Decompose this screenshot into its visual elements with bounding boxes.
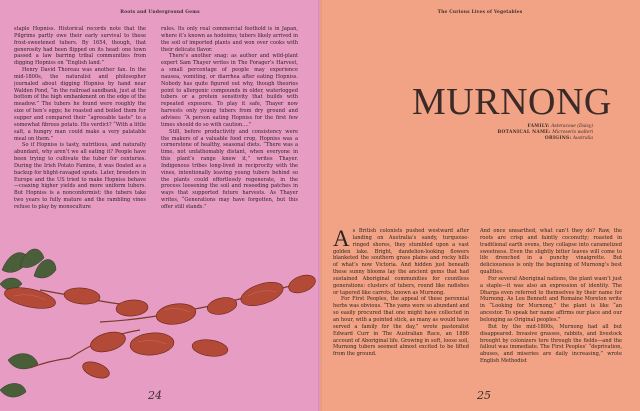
paragraph: For First Peoples, the appeal of these perennial herbs was obvious. “The yams were so abundant and so easily procured that one might have collected in an hour, with a pointed stick, as many as would have served a family for the day,” wrote pastoralist Edward Curr in The Australian Race, an 1886 account of Aboriginal life. Growing in soft, loose soil, Murnong tubers seemed almost excited to be lifted from the ground.	[333, 296, 469, 358]
folio-right: 25	[477, 389, 491, 402]
gutter	[318, 0, 322, 411]
running-head-left: Roots and Underground Gems	[120, 10, 200, 15]
paragraph: Henry David Thoreau was another fan. In the mid-1800s, the naturalist and philosopher journaled about digging Hopniss by hand near Walden Pond, “in the railroad sandbank, just at the bottom of the high embankment on the edge of the meadow.” The tubers he found were roughly the size of hen’s eggs; he roasted and boiled them for supper and compared their “agreeable taste” to a somewhat fibrous potato. His verdict? “With a little salt, a hungry man could make a very palatable meal on them.”	[14, 67, 146, 142]
leaf-icon	[0, 249, 56, 397]
meta-botanical: BOTANICAL NAME: Microseris walteri	[497, 130, 593, 135]
paragraph: As British colonists pushed westward after landing on Australia’s sandy, turquoise-ringed shores, they stumbled upon a vast golden lake. Bright, dandelion-looking flowers blanketed the southern grass plains and rocky hills of what’s now Victoria. And hidden just beneath these sunny blooms lay the ancient gems that had sustained Aboriginal communities for countless generations: clusters of tubers, round like radishes or tapered like carrots, known as Murnong.	[333, 228, 469, 296]
folio-left: 24	[148, 389, 162, 402]
paragraph: So if Hopniss is tasty, nutritious, and naturally abundant, why aren’t we all eating it? People have been trying to cultivate the tuber for centuries. During the Irish Potato Famine, it was floated as a backup for blight-ravaged spuds. Later, breeders in Europe and the US tried to make Hopniss behave—coaxing higher yields and more uniform tubers. But Hopniss is a nonconformist: the tubers take two years to fully mature and the rambling vines refuse to play by monoculture	[14, 142, 146, 210]
drop-cap: A	[333, 228, 350, 251]
right-column-1	[333, 228, 469, 388]
paragraph: Still, before productivity and consistency were the makers of a valuable food crop, Hopniss was a cornerstone of healthy, seasonal diets. “There was a time, not unfathomably distant, when everyone in this plant’s range knew it,” writes Thayer. Indigenous tribes long-lived in reciprocity with the vines, intentionally leaving young tubers behind so the plants could effortlessly regenerate, in the process loosening the soil and reseeding patches in ways that supported future harvests. As Thayer writes, “Generations may have forgotten, but this offer still stands.”	[161, 128, 298, 210]
paragraph: rules. Its only real commercial foothold is in Japan, where it’s known as hodoimo; tubers likely arrived in the soil of imported plants and won over cooks with their delicate flavor.	[161, 26, 298, 53]
meta-origins: ORIGINS: Australia	[544, 136, 593, 141]
paragraph: For several Aboriginal nations, the plant wasn’t just a staple—it was also an expression of identity. The Dharga even referred to themselves by their name for Murnong. As Lou Bennett and Romaine Moreton write in “Looking for Murnong,” the plant is like “an ancestor. To speak her name affirms our place and our belonging as Original peoples.”	[480, 275, 622, 323]
meta-family: FAMILY: Asteraceae (Daisy)	[527, 124, 593, 129]
plant-metadata	[433, 124, 593, 142]
chapter-title: MURNONG	[412, 81, 612, 123]
left-column-2	[161, 26, 298, 222]
paragraph: There’s another snag: as author and wild-plant expert Sam Thayer writes in The Forager’s Harvest, a small percentage of people may experience nausea, vomiting, or diarrhea after eating Hopniss. Nobody has quite figured out why, though theories point to allergenic compounds in older, waterlogged tubers or a protein sensitivity that builds with repeated exposure. To play it safe, Thayer now harvests only young tubers from dry ground and advises: “A person eating Hopniss for the first few times should do so with caution….”	[161, 53, 298, 128]
paragraph: staple Hopniss. Historical records note that the Pilgrims partly owe their early survival to these frost-sweetened tubers. By 1654, though, that generosity had been flipped on its head: one town passed a law barring tribal communities from digging Hopniss on “English land.”	[14, 26, 146, 67]
plant-illustration	[0, 240, 318, 411]
paragraph: But by the mid-1800s, Murnong had all but disappeared. Invasive grasses, rabbits, and livestock brought by colonizers tore through the fields—and the fallout was immediate. The First Peoples’ “deprivation, abuses, and miseries are daily increasing,” wrote English Methodist	[480, 323, 622, 365]
paragraph: And once unearthed, what can’t they do? Raw, the roots are crisp and faintly coconutty; roasted in traditional earth ovens, they collapse into caramelized sweetness. Even the slightly bitter leaves will come to life drenched in a punchy vinaigrette. But deliciousness is only the beginning of Murnong’s best qualities.	[480, 228, 622, 276]
running-head-right: The Curious Lives of Vegetables	[437, 10, 523, 15]
right-column-2	[480, 228, 622, 388]
left-column-1	[14, 26, 146, 248]
